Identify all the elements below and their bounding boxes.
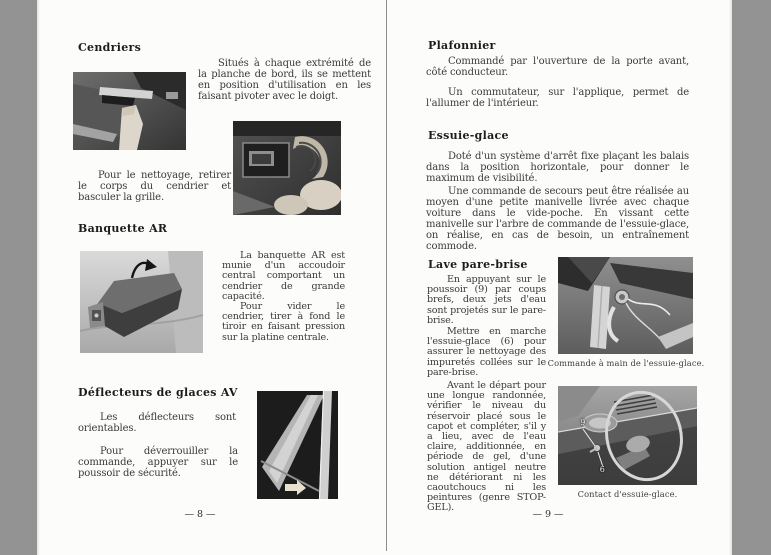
section-heading-cendriers: Cendriers: [78, 41, 142, 54]
paragraph-cendriers-1: Situés à chaque extrémité de la planche de bord, ils se mettent en position d'utilisation en les faisant pivoter avec le doigt.: [198, 58, 371, 102]
photo-annotation-6: 6: [599, 465, 605, 475]
paragraph-lave-pare-brise-1: En appuyant sur le poussoir (9) par coups brefs, deux jets d'eau sont projetés sur le pare-brise.: [427, 274, 546, 326]
paragraph-lave-pare-brise-2: Mettre en marche l'essuie-glace (6) pour assurer le nettoyage des impuretés collées sur le pare-brise.: [427, 326, 546, 378]
commande-main-illustration: [558, 257, 693, 354]
book-spread: [37, 0, 732, 555]
paragraph-essuie-glace-2: Une commande de secours peut être réalisée au moyen d'une petite manivelle livrée avec chaque voiture dans le vide-poche. En vissant cette manivelle sur l'arbre de commande de l'essuie-glace, on réalise, en cas de besoin, un entraînement commode.: [426, 186, 689, 252]
photo-contact-essuie-glace: [558, 386, 697, 485]
figure-caption-contact: Contact d'essuie-glace.: [577, 489, 678, 499]
section-heading-plafonnier: Plafonnier: [428, 39, 496, 52]
paragraph-essuie-glace-1: Doté d'un système d'arrêt fixe plaçant les balais dans la position horizontale, pour donner le maximum de visibilité.: [426, 151, 689, 184]
paragraph-deflecteurs-1: Les déflecteurs sont orientables.: [78, 412, 236, 434]
contact-illustration: [558, 386, 697, 485]
photo-annotation-9: 9: [580, 417, 586, 427]
paragraph-cendriers-2: Pour le nettoyage, retirer le corps du cendrier et basculer la grille.: [78, 170, 231, 203]
paragraph-plafonnier-2: Un commutateur, sur l'applique, permet de l'allumer de l'intérieur.: [426, 87, 689, 109]
paragraph-banquette-1: La banquette AR est munie d'un accoudoir central comportant un cendrier de grande capacité.: [222, 250, 345, 302]
page-9: [37, 0, 732, 555]
section-heading-lave-pare-brise: Lave pare-brise: [428, 258, 528, 271]
figure-caption-commande-main: Commande à main de l'essuie-glace.: [547, 358, 705, 368]
section-heading-deflecteurs: Déflecteurs de glaces AV: [78, 386, 238, 399]
photo-commande-main-essuie-glace: [558, 257, 693, 354]
page-number-left: — 8 —: [184, 509, 216, 520]
section-heading-banquette: Banquette AR: [78, 222, 168, 235]
section-heading-essuie-glace: Essuie-glace: [428, 129, 509, 142]
page-number-right: — 9 —: [532, 509, 564, 520]
paragraph-banquette-2: Pour vider le cendrier, tirer à fond le tiroir en faisant pression sur la platine centrale.: [222, 301, 345, 343]
paragraph-lave-pare-brise-3: Avant le départ pour une longue randonnée, vérifier le niveau du réservoir placé sous le capot et compléter, s'il y a lieu, avec de l'eau claire, additionnée, en période de gel, d'une solution antigel neutre ne détériorant ni les caoutchoucs ni les peintures (genre STOP-GEL).: [427, 380, 546, 514]
paragraph-deflecteurs-2: Pour déverrouiller la commande, appuyer sur le poussoir de sécurité.: [78, 446, 238, 479]
paragraph-plafonnier-1: Commandé par l'ouverture de la porte avant, côté conducteur.: [426, 56, 689, 78]
